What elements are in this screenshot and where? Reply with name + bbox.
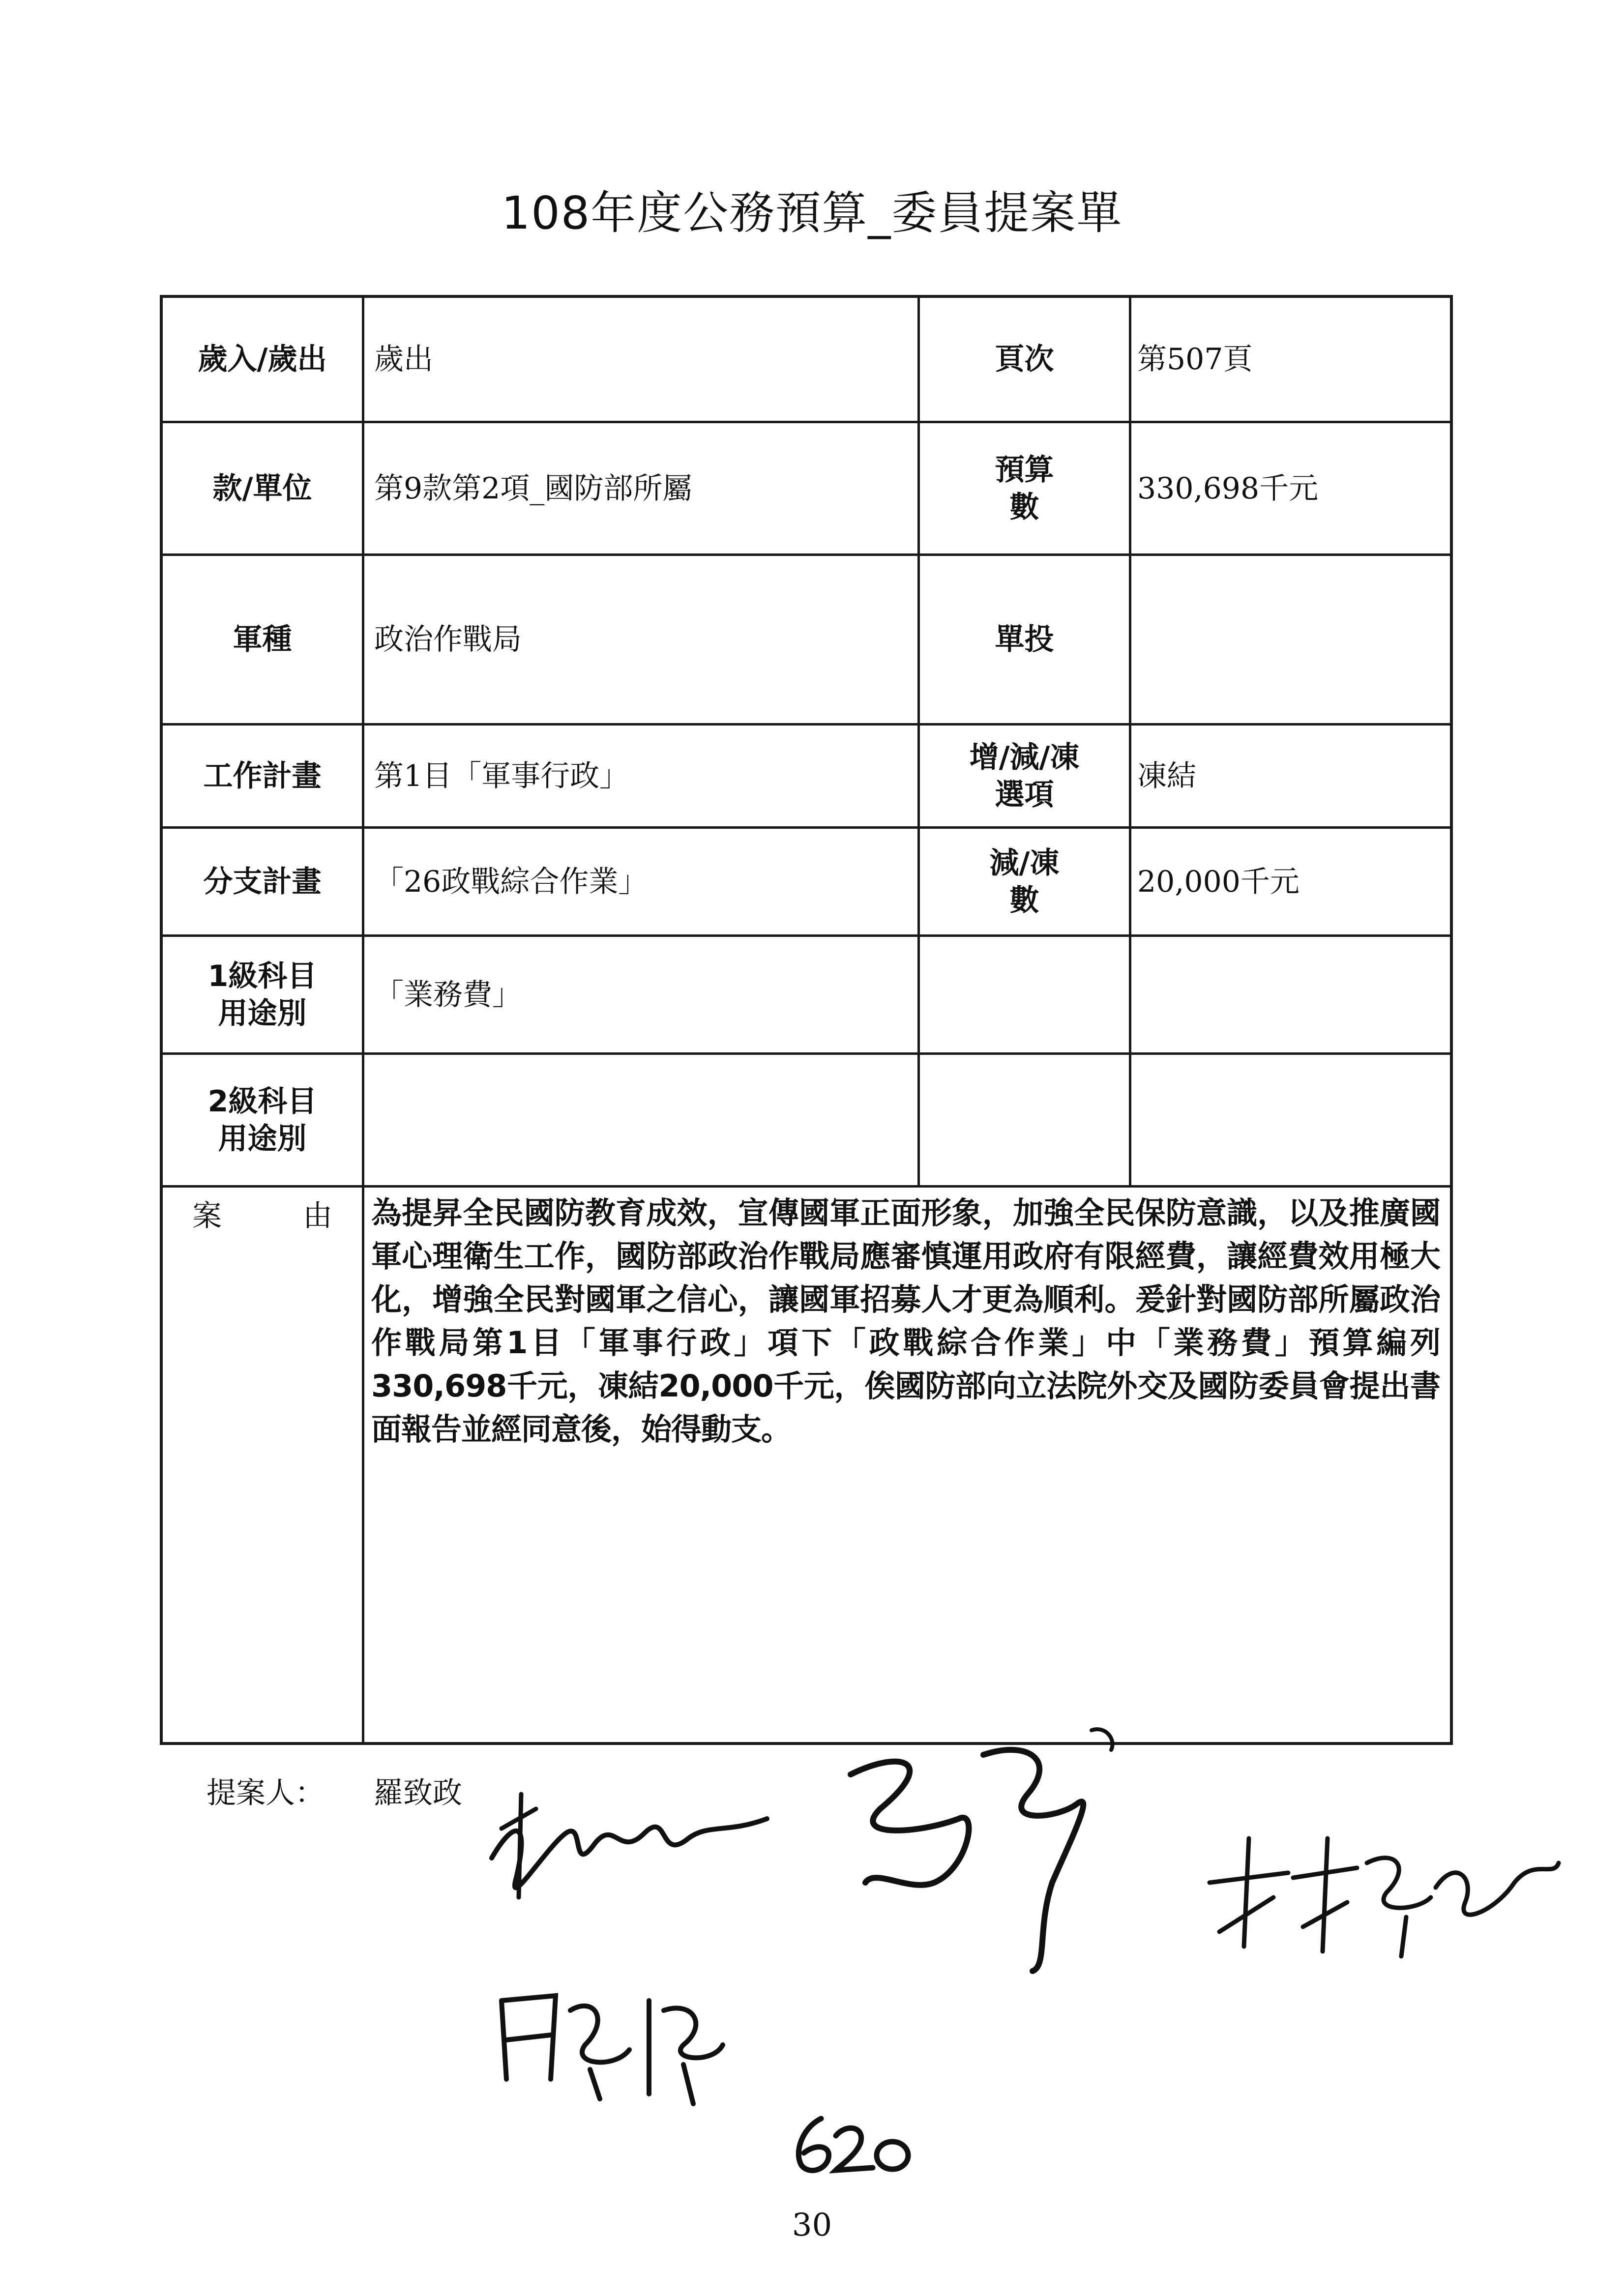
label-page: 頁次 [920,298,1131,421]
value-page: 第507頁 [1137,342,1253,377]
proposer-name: 羅致政 [374,1776,462,1810]
label-income-expense: 歲入/歲出 [163,298,364,421]
value-unit-investment [1131,556,1450,723]
signature-4 [487,1981,742,2109]
value-section-unit: 第9款第2項_國防部所屬 [364,423,920,553]
table-row [163,423,1450,556]
label-work-plan: 工作計畫 [163,726,364,826]
label-budget-amount: 預算 數 [920,423,1131,553]
reason-text: 為提昇全民國防教育成效，宣傳國軍正面形象，加強全民保防意識，以及推廣國軍心理衛生工作，國防部政治作戰局應審慎運用政府有限經費，讓經費效用極大化，增強全民對國軍之信心，讓國軍招募人才更為順利。爰針對國防部所屬政治作戰局第1目「軍事行政」項下「政戰綜合作業」中「業務費」預算編列330,698千元，凍結20,000千元，俟國防部向立法院外交及國防委員會提出書面報告並經同意後，始得動支。 [371,1195,1440,1447]
label-service-branch: 軍種 [163,556,364,723]
label-section-unit: 款/單位 [163,423,364,553]
proposer-label: 提案人： [207,1776,325,1810]
value-level2-item [364,1055,920,1185]
empty-cell [920,937,1131,1052]
empty-cell [920,1055,1131,1185]
value-freeze-amount: 20,000千元 [1137,864,1299,899]
page-number: 30 [792,2207,832,2243]
reason-label-char: 由 [303,1199,332,1233]
signature-3 [1200,1819,1564,1966]
value-branch-plan: 「26政戰綜合作業」 [364,829,920,934]
handwritten-page-number [787,2109,915,2178]
reason-label-char: 案 [192,1199,222,1233]
table-row [163,726,1450,829]
reason-row [163,1188,1450,1745]
proposal-form-table [160,295,1453,1745]
empty-cell [1131,1055,1450,1185]
label-unit-investment: 單投 [920,556,1131,723]
value-income-expense: 歲出 [364,298,920,421]
label-branch-plan: 分支計畫 [163,829,364,934]
label-level2-item: 2級科目 用途別 [163,1055,364,1185]
value-adjust-option: 凍結 [1137,758,1196,793]
table-row [163,829,1450,937]
form-title: 108年度公務預算_委員提案單 [501,187,1123,239]
value-service-branch: 政治作戰局 [364,556,920,723]
label-level1-item: 1級科目 用途別 [163,937,364,1052]
value-work-plan: 第1目「軍事行政」 [364,726,920,826]
label-freeze-amount: 減/凍 數 [920,829,1131,934]
empty-cell [1131,937,1450,1052]
value-budget-amount: 330,698千元 [1137,471,1319,506]
value-level1-item: 「業務費」 [364,937,920,1052]
reason-label [163,1188,364,1745]
signature-1 [472,1750,777,1961]
label-adjust-option: 增/減/凍 選項 [920,726,1131,826]
table-row [163,937,1450,1055]
signature-2 [821,1720,1136,1976]
table-row [163,556,1450,726]
table-row [163,1055,1450,1188]
table-row [163,298,1450,423]
